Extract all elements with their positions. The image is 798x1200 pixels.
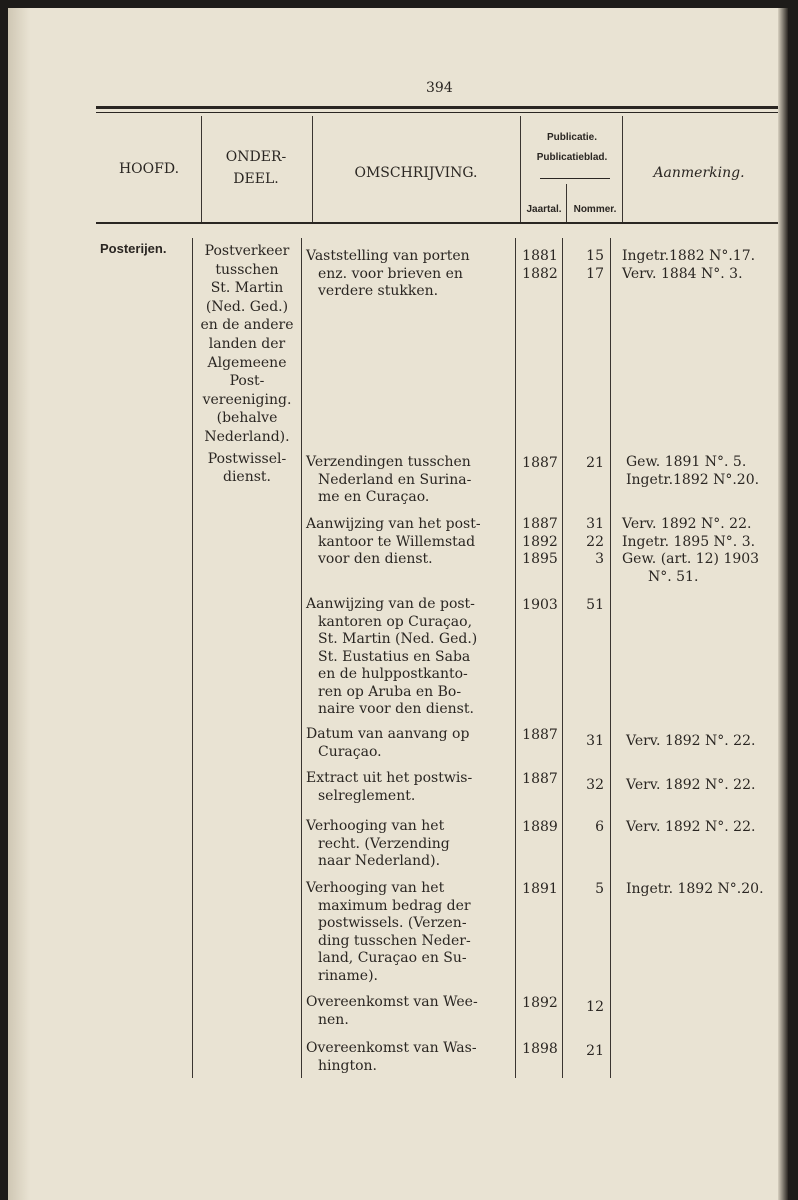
entry-nommer: 31: [586, 733, 604, 749]
entry-nommer: 31 22 3: [586, 516, 604, 567]
header-hoofd: HOOFD.: [118, 161, 180, 177]
book-spine: [778, 8, 788, 1200]
entry-jaartal: 1881 1882: [522, 248, 558, 282]
entry-jaartal: 1887: [522, 727, 558, 743]
entry-jaartal: 1892: [522, 995, 558, 1011]
entry-omschrijving: Aanwijzing van de post- kantoren op Curaçao, St. Martin (Ned. Ged.) St. Eustatius en Saba en de hulppostkanto- ren op Aruba en Bo- naire voor den dienst.: [306, 596, 478, 717]
entry-aanmerking: Ingetr. 1892 N°.20.: [626, 881, 764, 897]
header-publicatieblad: Publicatieblad.: [536, 152, 608, 163]
entry-nommer: 12: [586, 999, 604, 1015]
entry-jaartal: 1889: [522, 819, 558, 835]
entry-aanmerking: Verv. 1892 N°. 22. Ingetr. 1895 N°. 3. Gew. (art. 12) 1903 N°. 51.: [622, 516, 760, 585]
entry-omschrijving: Extract uit het postwis- selreglement.: [306, 770, 473, 804]
entry-omschrijving: Verzendingen tusschen Nederland en Surina- me en Curaçao.: [306, 454, 472, 505]
entry-aanmerking: Verv. 1892 N°. 22.: [626, 777, 756, 793]
entry-omschrijving: Datum van aanvang op Curaçao.: [306, 726, 470, 760]
header-nommer: Nommer.: [573, 204, 617, 215]
header-omschrijving: OMSCHRIJVING.: [354, 165, 478, 181]
header-rule: [96, 222, 778, 224]
onderdeel-postwisseldienst: Postwissel- dienst.: [207, 451, 287, 485]
entry-omschrijving: Vaststelling van porten enz. voor brieven en verdere stukken.: [306, 248, 470, 299]
entry-nommer: 21: [586, 455, 604, 471]
entry-aanmerking: Verv. 1892 N°. 22.: [626, 819, 756, 835]
entry-jaartal: 1887: [522, 455, 558, 471]
entry-aanmerking: Gew. 1891 N°. 5. Ingetr.1892 N°.20.: [626, 454, 760, 488]
entry-nommer: 15 17: [586, 248, 604, 282]
book-page: [8, 8, 788, 1200]
entry-omschrijving: Overeenkomst van Was- hington.: [306, 1040, 477, 1074]
page-number: 394: [426, 80, 453, 96]
entry-jaartal: 1887 1892 1895: [522, 516, 558, 567]
page-edge: [8, 8, 30, 1200]
entry-omschrijving: Verhooging van het maximum bedrag der postwissels. (Verzen- ding tusschen Neder- land, Curaçao en Su- riname).: [306, 880, 471, 984]
top-rule: [96, 106, 778, 109]
entry-jaartal: 1898: [522, 1041, 558, 1057]
header-aanmerking: Aanmerking.: [653, 165, 745, 181]
top-rule-thin: [96, 112, 778, 113]
header-onderdeel: ONDER- DEEL.: [225, 149, 287, 187]
entry-nommer: 21: [586, 1043, 604, 1059]
entry-aanmerking: Ingetr.1882 N°.17. Verv. 1884 N°. 3.: [622, 248, 756, 282]
entry-jaartal: 1903: [522, 597, 558, 613]
entry-nommer: 51: [586, 597, 604, 613]
entry-omschrijving: Aanwijzing van het post- kantoor te Willemstad voor den dienst.: [306, 516, 481, 567]
onderdeel-postverkeer: Postverkeer tusschen St. Martin (Ned. Ged.) en de andere landen der Algemeene Post- vereeniging. (behalve Nederland).: [200, 243, 294, 445]
entry-omschrijving: Verhooging van het recht. (Verzending naar Nederland).: [306, 818, 450, 869]
entry-aanmerking: Verv. 1892 N°. 22.: [626, 733, 756, 749]
entry-omschrijving: Overeenkomst van Wee- nen.: [306, 994, 478, 1028]
entry-jaartal: 1891: [522, 881, 558, 897]
header-jaartal: Jaartal.: [526, 204, 562, 215]
entry-nommer: 32: [586, 777, 604, 793]
header-publicatie: Publicatie.: [546, 132, 597, 143]
entry-nommer: 6: [595, 819, 604, 835]
entry-nommer: 5: [595, 881, 604, 897]
hoofd-posterijen: Posterijen.: [100, 241, 167, 256]
entry-jaartal: 1887: [522, 771, 558, 787]
